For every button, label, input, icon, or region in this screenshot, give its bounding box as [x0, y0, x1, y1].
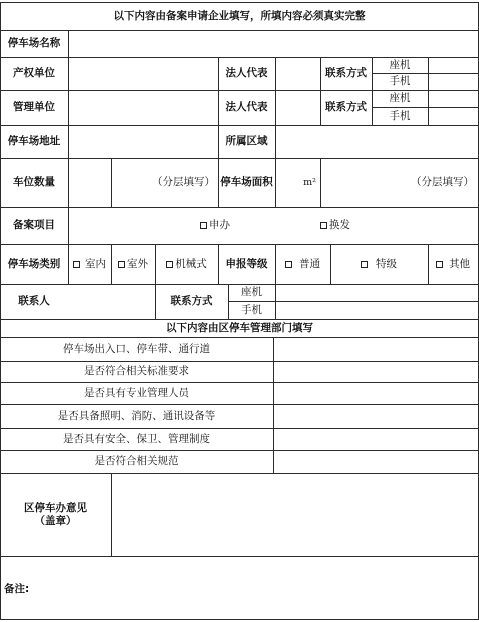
contact-mobile-label: 手机: [241, 303, 262, 316]
manage-landline-label: 座机: [389, 92, 411, 105]
normal-checkbox[interactable]: [285, 261, 292, 268]
owner-contact-label: 联系方式: [325, 67, 367, 80]
spaces-field[interactable]: [69, 159, 111, 206]
contact-mobile-field[interactable]: [276, 302, 478, 319]
contact-person-field[interactable]: [69, 285, 155, 318]
check-item-equipment: 是否具备照明、消防、通讯设备等: [57, 409, 216, 422]
check-item-safety: 是否具有安全、保卫、管理制度: [63, 432, 210, 445]
apply-text: 申办: [209, 219, 230, 232]
manage-contact-label: 联系方式: [325, 101, 367, 114]
spaces-by-floor-hint: （分层填写）: [152, 176, 215, 189]
indoor-option[interactable]: [68, 244, 111, 284]
renew-checkbox[interactable]: [320, 222, 327, 229]
mechanical-checkbox[interactable]: [166, 261, 173, 268]
apply-checkbox[interactable]: [200, 222, 207, 229]
filing-item-label: 备案项目: [13, 219, 55, 232]
rule: [0, 619, 479, 620]
contact-landline-field[interactable]: [276, 285, 478, 301]
manage-mobile-field[interactable]: [429, 108, 478, 125]
outdoor-option[interactable]: [111, 244, 155, 284]
address-label: 停车场地址: [7, 135, 61, 148]
owner-unit-label: 产权单位: [13, 67, 55, 80]
mechanical-text: 机械式: [175, 257, 207, 270]
contact-method-label: 联系方式: [170, 295, 213, 308]
opinion-label: [0, 473, 111, 556]
manage-legal-rep-label: 法人代表: [225, 101, 268, 114]
parking-name-field[interactable]: [69, 31, 478, 56]
other-option[interactable]: [428, 244, 478, 284]
opinion-label-line1: 区停车办意见: [24, 501, 87, 514]
check-result-field[interactable]: [274, 405, 478, 428]
check-item-entrance: 停车场出入口、停车带、通行道: [63, 342, 210, 355]
area-label: 停车场面积: [220, 176, 273, 189]
check-result-field[interactable]: [274, 383, 478, 404]
remarks-field[interactable]: [40, 557, 478, 619]
renew-text: 换发: [329, 219, 350, 232]
district-field[interactable]: [276, 126, 478, 157]
parking-name-label: 停车场名称: [7, 37, 61, 50]
district-label: 所属区域: [225, 135, 268, 148]
other-text: 其他: [449, 257, 470, 270]
outdoor-text: 室外: [127, 257, 148, 270]
section2-title: 以下内容由区停车管理部门填写: [166, 321, 313, 334]
check-item-standards: 是否符合相关标准要求: [84, 365, 189, 378]
outdoor-checkbox[interactable]: [118, 261, 125, 268]
check-result-field[interactable]: [274, 451, 478, 473]
manage-landline-field[interactable]: [429, 91, 478, 107]
opinion-label-line2: （盖章）: [34, 514, 77, 527]
check-result-field[interactable]: [274, 338, 478, 361]
check-item-regulations: 是否符合相关规范: [94, 455, 179, 468]
grade-label: 申报等级: [225, 257, 268, 270]
special-option[interactable]: [330, 244, 428, 284]
owner-mobile-label: 手机: [389, 75, 411, 88]
check-result-field[interactable]: [274, 362, 478, 382]
manage-mobile-label: 手机: [389, 109, 411, 122]
category-label: 停车场类别: [7, 257, 61, 270]
special-checkbox[interactable]: [361, 261, 368, 268]
owner-landline-field[interactable]: [429, 58, 478, 73]
indoor-checkbox[interactable]: [73, 261, 80, 268]
area-by-floor-hint: （分层填写）: [411, 176, 474, 189]
owner-unit-field[interactable]: [69, 58, 218, 89]
spaces-label: 车位数量: [13, 176, 55, 189]
normal-text: 普通: [299, 257, 320, 270]
manage-legal-rep-field[interactable]: [276, 91, 320, 124]
address-field[interactable]: [69, 126, 218, 157]
remarks-label: 备注:: [4, 582, 30, 595]
mechanical-option[interactable]: [155, 244, 218, 284]
contact-person-label: 联系人: [18, 295, 50, 308]
owner-landline-label: 座机: [389, 58, 411, 71]
manage-unit-field[interactable]: [69, 91, 218, 124]
check-result-field[interactable]: [274, 429, 478, 450]
owner-legal-rep-label: 法人代表: [225, 67, 268, 80]
form-header-title: 以下内容由备案申请企业填写，所填内容必须真实完整: [113, 9, 366, 22]
owner-legal-rep-field[interactable]: [276, 58, 320, 89]
other-checkbox[interactable]: [436, 261, 443, 268]
area-unit: m²: [303, 176, 316, 188]
contact-landline-label: 座机: [241, 286, 262, 299]
special-text: 特级: [376, 257, 397, 270]
opinion-field[interactable]: [112, 474, 478, 556]
apply-option[interactable]: [200, 207, 260, 244]
check-item-staff: 是否具有专业管理人员: [84, 386, 189, 399]
manage-unit-label: 管理单位: [13, 101, 55, 114]
owner-mobile-field[interactable]: [429, 74, 478, 90]
normal-option[interactable]: [275, 244, 330, 284]
renew-option[interactable]: [320, 207, 380, 244]
indoor-text: 室内: [85, 257, 106, 270]
